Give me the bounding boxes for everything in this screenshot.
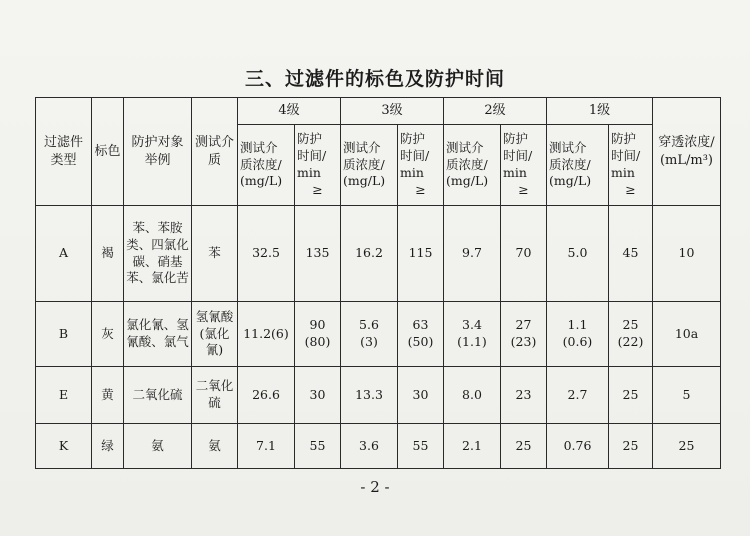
cell-time-1: 45 (609, 206, 653, 302)
cell-conc-2: 9.7 (444, 206, 501, 302)
table-row (36, 424, 721, 469)
cell-type: B (36, 302, 92, 367)
cell-medium: 氨 (192, 424, 238, 469)
section-title: 三、过滤件的标色及防护时间 (244, 68, 505, 90)
cell-time-2: 25 (501, 424, 547, 469)
cell-time-2: 23 (501, 367, 547, 424)
table-row (36, 206, 721, 302)
cell-color: 绿 (92, 424, 124, 469)
cell-object: 二氧化硫 (124, 367, 192, 424)
header-protect-object: 防护对象举例 (124, 98, 192, 206)
cell-time-3: 115 (398, 206, 444, 302)
cell-medium: 苯 (192, 206, 238, 302)
cell-color: 灰 (92, 302, 124, 367)
cell-conc-4: 7.1 (238, 424, 295, 469)
header-row-levels (36, 98, 721, 125)
cell-time-3: 30 (398, 367, 444, 424)
cell-breakthrough: 10 (653, 206, 721, 302)
cell-time-1: 25 (609, 424, 653, 469)
cell-object: 氨 (124, 424, 192, 469)
header-time-3: 防护 时间/ min ≥ (398, 125, 444, 206)
header-conc-4: 测试介 质浓度/ (mg/L) (238, 125, 295, 206)
header-conc-1: 测试介 质浓度/ (mg/L) (547, 125, 609, 206)
cell-color: 褐 (92, 206, 124, 302)
cell-conc-1: 5.0 (547, 206, 609, 302)
cell-conc-3: 13.3 (341, 367, 398, 424)
cell-time-2: 70 (501, 206, 547, 302)
cell-time-1: 25 (22) (609, 302, 653, 367)
cell-type: K (36, 424, 92, 469)
header-color: 标色 (92, 98, 124, 206)
cell-time-4: 55 (295, 424, 341, 469)
cell-breakthrough: 10a (653, 302, 721, 367)
cell-type: A (36, 206, 92, 302)
table-row (36, 302, 721, 367)
header-level-1: 1级 (547, 98, 653, 125)
cell-color: 黄 (92, 367, 124, 424)
cell-conc-1: 2.7 (547, 367, 609, 424)
cell-conc-2: 3.4 (1.1) (444, 302, 501, 367)
header-time-4: 防护 时间/ min ≥ (295, 125, 341, 206)
filter-spec-table (35, 97, 721, 469)
cell-breakthrough: 5 (653, 367, 721, 424)
header-level-4: 4级 (238, 98, 341, 125)
cell-medium: 二氧化硫 (192, 367, 238, 424)
cell-conc-3: 16.2 (341, 206, 398, 302)
table-row (36, 367, 721, 424)
cell-object: 氯化氰、氢氰酸、氯气 (124, 302, 192, 367)
header-filter-type: 过滤件类型 (36, 98, 92, 206)
cell-object: 苯、苯胺类、四氯化碳、硝基苯、氯化苦 (124, 206, 192, 302)
cell-conc-3: 5.6 (3) (341, 302, 398, 367)
cell-time-4: 30 (295, 367, 341, 424)
header-breakthrough: 穿透浓度/ (mL/m³) (653, 98, 721, 206)
cell-conc-4: 26.6 (238, 367, 295, 424)
header-level-2: 2级 (444, 98, 547, 125)
cell-time-1: 25 (609, 367, 653, 424)
cell-type: E (36, 367, 92, 424)
cell-time-3: 63 (50) (398, 302, 444, 367)
cell-time-4: 135 (295, 206, 341, 302)
cell-conc-1: 1.1 (0.6) (547, 302, 609, 367)
cell-conc-2: 8.0 (444, 367, 501, 424)
page-number: - 2 - (360, 478, 390, 496)
cell-breakthrough: 25 (653, 424, 721, 469)
cell-time-4: 90 (80) (295, 302, 341, 367)
cell-conc-2: 2.1 (444, 424, 501, 469)
cell-time-2: 27 (23) (501, 302, 547, 367)
cell-time-3: 55 (398, 424, 444, 469)
cell-conc-3: 3.6 (341, 424, 398, 469)
header-conc-3: 测试介 质浓度/ (mg/L) (341, 125, 398, 206)
cell-conc-4: 11.2(6) (238, 302, 295, 367)
header-time-2: 防护 时间/ min ≥ (501, 125, 547, 206)
header-test-medium: 测试介质 (192, 98, 238, 206)
cell-medium: 氢氰酸(氯化氰) (192, 302, 238, 367)
cell-conc-4: 32.5 (238, 206, 295, 302)
header-level-3: 3级 (341, 98, 444, 125)
header-time-1: 防护 时间/ min ≥ (609, 125, 653, 206)
header-conc-2: 测试介 质浓度/ (mg/L) (444, 125, 501, 206)
cell-conc-1: 0.76 (547, 424, 609, 469)
